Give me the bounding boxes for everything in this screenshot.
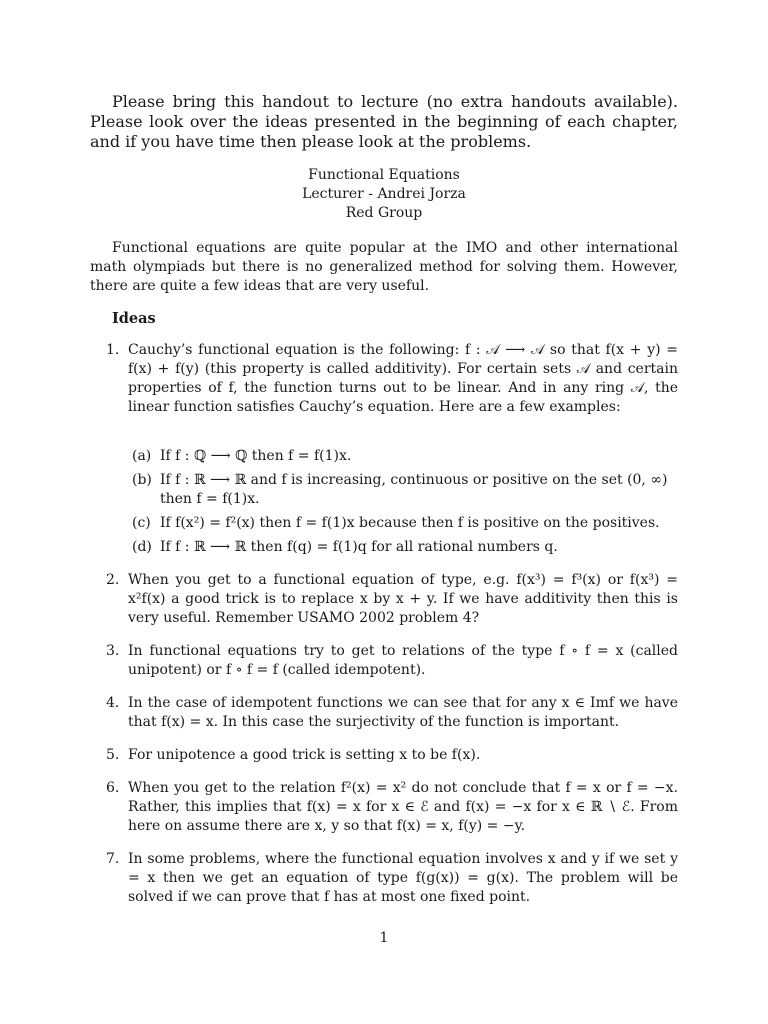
idea-text: In some problems, where the functional equation involves x and y if we set y = x then we get an equation of type f(g(x)) = g(x). The problem will be solved if we can prove that f has at most one fixed point. <box>128 851 678 905</box>
example-item <box>128 538 678 557</box>
example-text: If f : ℝ ⟶ ℝ and f is increasing, continuous or positive on the set (0, ∞) then f = f(1)x. <box>160 472 668 507</box>
idea-item <box>90 341 678 557</box>
idea-number: 3. <box>106 643 120 659</box>
idea-text: In the case of idempotent functions we can see that for any x ∈ Imf we have that f(x) = x. In this case the surjectivity of the function is important. <box>128 695 678 730</box>
idea-item <box>90 694 678 732</box>
example-text: If f(x²) = f²(x) then f = f(1)x because then f is positive on the positives. <box>160 515 660 531</box>
idea-text: When you get to a functional equation of type, e.g. f(x³) = f³(x) or f(x³) = x²f(x) a good trick is to replace x by x + y. If we have additivity then this is very useful. Remember USAMO 2002 problem 4? <box>128 572 678 626</box>
example-item <box>128 447 678 466</box>
idea-item <box>90 571 678 628</box>
idea-text: Cauchy’s functional equation is the following: f : 𝒜 ⟶ 𝒜 so that f(x + y) = f(x) + f(y) (this property is called additivity). For certain sets 𝒜 and certain properties of f, the function turns out to be linear. And in any ring 𝒜, the linear function satisfies Cauchy’s equation. Here are a few examples: <box>128 342 678 415</box>
idea-text: When you get to the relation f²(x) = x² do not conclude that f = x or f = −x. Rather, this implies that f(x) = x for x ∈ ℰ and f(x) = −x for x ∈ ℝ ∖ ℰ. From here on assume there are x, y so that f(x) = x, f(y) = −y. <box>128 780 678 834</box>
example-label: (c) <box>132 515 151 531</box>
example-item <box>128 514 678 533</box>
example-item <box>128 471 678 509</box>
section-heading: Ideas <box>112 310 156 327</box>
example-label: (b) <box>132 472 152 488</box>
page-number: 1 <box>379 930 389 946</box>
idea-text: In functional equations try to get to relations of the type f ∘ f = x (called unipotent) or f ∘ f = f (called idempotent). <box>128 643 678 678</box>
idea-number: 7. <box>106 851 120 867</box>
idea-number: 1. <box>106 342 120 358</box>
idea-text: For unipotence a good trick is setting x to be f(x). <box>128 747 481 763</box>
document-title: Functional Equations <box>308 167 460 183</box>
group-line: Red Group <box>345 205 423 221</box>
title-block <box>90 166 678 223</box>
idea-number: 2. <box>106 572 120 588</box>
example-text: If f : ℝ ⟶ ℝ then f(q) = f(1)q for all rational numbers q. <box>160 539 558 555</box>
example-label: (d) <box>132 539 152 555</box>
document-page <box>90 92 678 921</box>
lecturer-line: Lecturer - Andrei Jorza <box>302 186 466 202</box>
idea-item <box>90 746 678 765</box>
idea-item <box>90 642 678 680</box>
example-text: If f : ℚ ⟶ ℚ then f = f(1)x. <box>160 448 352 464</box>
ideas-list <box>90 341 678 907</box>
idea-item <box>90 850 678 907</box>
example-label: (a) <box>132 448 152 464</box>
lead-paragraph: Functional equations are quite popular at the IMO and other international math olympiads but there is no generalized method for solving them. However, there are quite a few ideas that are very useful. <box>90 240 678 294</box>
examples-list <box>128 447 678 557</box>
intro-paragraph: Please bring this handout to lecture (no extra handouts available). Please look over the ideas presented in the beginning of each chapter, and if you have time then please look at the problems. <box>90 92 678 151</box>
idea-number: 6. <box>106 780 120 796</box>
idea-number: 4. <box>106 695 120 711</box>
idea-item <box>90 779 678 836</box>
idea-number: 5. <box>106 747 120 763</box>
